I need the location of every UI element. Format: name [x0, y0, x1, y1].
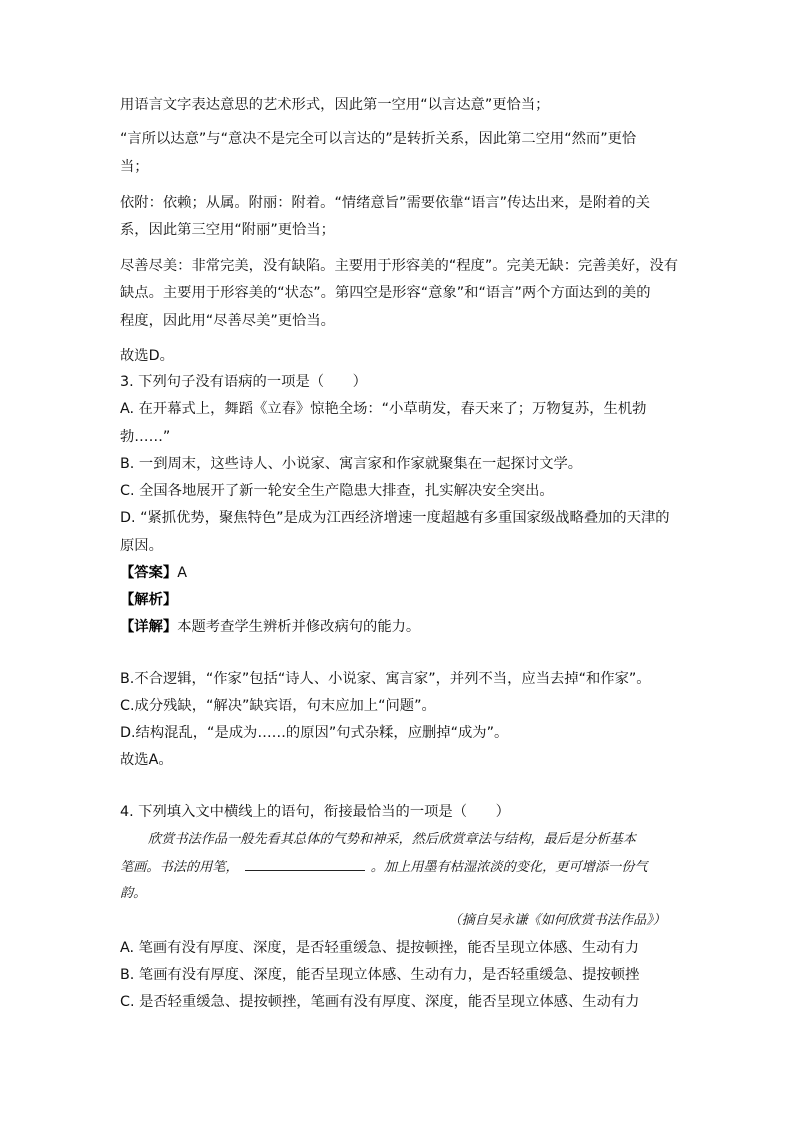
detail-text: 本题考查学生辨析并修改病句的能力。	[177, 619, 421, 635]
explanation-line: 尽善尽美：非常完美，没有缺陷。主要用于形容美的“程度”。完美无缺：完善美好，没有	[120, 258, 679, 274]
option-a-continued: 勃……”	[120, 429, 171, 445]
conclusion-line: 故选A。	[120, 752, 173, 768]
question-3-stem: 3. 下列句子没有语病的一项是（ ）	[120, 374, 367, 390]
option-b: B. 笔画有没有厚度、深度，能否呈现立体感、生动有力，是否轻重缓急、提按顿挫	[120, 967, 640, 983]
option-a: A. 笔画有没有厚度、深度，是否轻重缓急、提按顿挫，能否呈现立体感、生动有力	[120, 940, 640, 956]
analysis-label: 【解析】	[120, 592, 178, 608]
explanation-d: D.结构混乱，“是成为……的原因”句式杂糅，应删掉“成为”。	[120, 725, 509, 741]
passage-text: 。加上用墨有枯湿浓淡的变化，更可增添一份气	[370, 860, 648, 875]
conclusion-line: 故选D。	[120, 348, 174, 364]
explanation-line: “言所以达意”与“意决不是完全可以言达的”是转折关系，因此第二空用“然而”更恰	[120, 131, 637, 147]
option-a: A. 在开幕式上，舞蹈《立春》惊艳全场：“小草萌发，春天来了；万物复苏，生机勃	[120, 401, 647, 417]
option-d-continued: 原因。	[120, 538, 163, 554]
explanation-line: 依附：依赖；从属。附丽：附着。“情绪意旨”需要依靠“语言”传达出来，是附着的关	[120, 195, 651, 211]
passage-text: 笔画。书法的用笔，	[120, 860, 239, 875]
option-c: C. 是否轻重缓急、提按顿挫，笔画有没有厚度、深度，能否呈现立体感、生动有力	[120, 994, 640, 1010]
passage-line: 欣赏书法作品一般先看其总体的气势和神采，然后欣赏章法与结构，最后是分析基本	[148, 832, 636, 847]
passage-line	[120, 857, 648, 878]
explanation-b: B.不合逻辑，“作家”包括“诗人、小说家、寓言家”，并列不当，应当去掉“和作家”。	[120, 671, 651, 687]
explanation-line: 当；	[120, 159, 149, 175]
explanation-c: C.成分残缺，“解决”缺宾语，句末应加上“问题”。	[120, 698, 436, 714]
passage-source: （摘自吴永谦《如何欣赏书法作品》）	[448, 913, 666, 928]
option-c: C. 全国各地展开了新一轮安全生产隐患大排查，扎实解决安全突出。	[120, 483, 554, 499]
detail-label: 【详解】	[120, 619, 178, 635]
explanation-line: 缺点。主要用于形容美的“状态”。第四空是形容“意象”和“语言”两个方面达到的美的	[120, 285, 651, 301]
explanation-line: 系，因此第三空用“附丽”更恰当；	[120, 222, 335, 238]
answer-line	[120, 563, 187, 583]
option-d: D. “紧抓优势，聚焦特色”是成为江西经济增速一度超越有多重国家级战略叠加的天津的	[120, 510, 670, 526]
option-b: B. 一到周末，这些诗人、小说家、寓言家和作家就聚集在一起探讨文学。	[120, 456, 583, 472]
fill-in-blank	[245, 857, 365, 871]
detail-line	[120, 617, 420, 637]
passage-line: 韵。	[120, 886, 147, 901]
answer-label: 【答案】	[120, 565, 178, 581]
explanation-line: 用语言文字表达意思的艺术形式，因此第一空用“以言达意”更恰当；	[120, 97, 550, 113]
question-4-stem: 4. 下列填入文中横线上的语句，衔接最恰当的一项是（ ）	[120, 804, 510, 820]
explanation-line: 程度，因此用“尽善尽美”更恰当。	[120, 313, 335, 329]
answer-value: A	[177, 565, 187, 581]
